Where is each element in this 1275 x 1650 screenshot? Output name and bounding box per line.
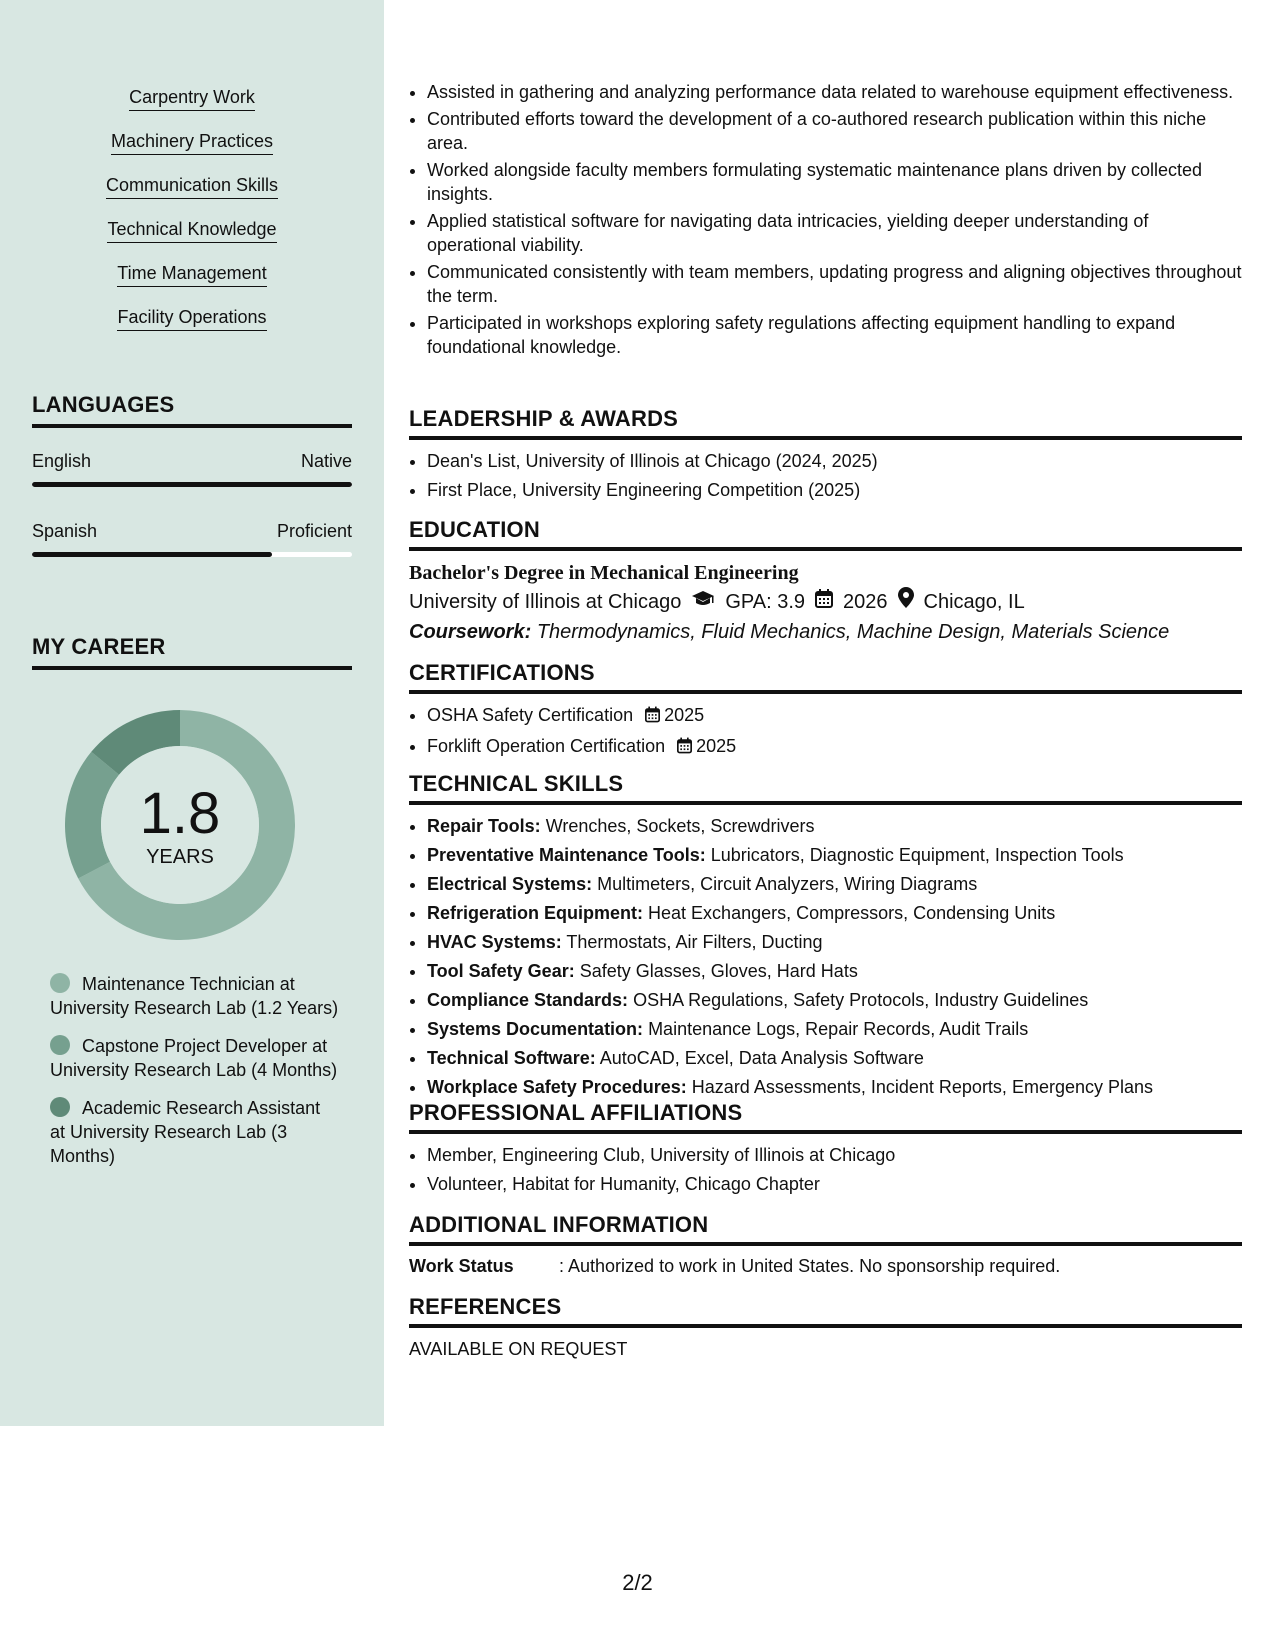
location-pin-icon xyxy=(898,587,914,617)
career-heading: MY CAREER xyxy=(32,634,352,670)
list-item xyxy=(427,929,1242,956)
experience-bullet: • Contributed efforts toward the development of a co-authored research publication within this niche area. xyxy=(427,107,1242,155)
skill-value: Hazard Assessments, Incident Reports, Emergency Plans xyxy=(691,1077,1154,1097)
skill-value: AutoCAD, Excel, Data Analysis Software xyxy=(599,1048,924,1068)
additional-info-section xyxy=(409,1212,1242,1278)
skill-value: Heat Exchangers, Compressors, Condensing Units xyxy=(648,903,1056,923)
skill-value: Multimeters, Circuit Analyzers, Wiring Diagrams xyxy=(597,874,978,894)
section-title: PROFESSIONAL AFFILIATIONS xyxy=(409,1100,1242,1134)
references-text: AVAILABLE ON REQUEST xyxy=(409,1339,628,1359)
section-title: CERTIFICATIONS xyxy=(409,660,1242,694)
language-name: English xyxy=(32,451,92,471)
education-meta xyxy=(409,587,1242,617)
skill-label: Workplace Safety Procedures: xyxy=(427,1077,687,1097)
skill-item: Communication Skills xyxy=(106,174,278,199)
list-item xyxy=(427,733,1242,762)
affiliations-section xyxy=(409,1100,1242,1200)
section-title: TECHNICAL SKILLS xyxy=(409,771,1242,805)
career-item xyxy=(50,1034,340,1082)
certifications-section xyxy=(409,660,1242,764)
skill-item: Time Management xyxy=(117,262,266,287)
skill-item: Facility Operations xyxy=(117,306,266,331)
language-bar-fill xyxy=(32,552,272,557)
education-section xyxy=(409,517,1242,647)
career-total: 1.8 xyxy=(139,781,221,846)
skill-label: Technical Software: xyxy=(427,1048,596,1068)
language-english xyxy=(32,450,352,487)
certifications-list xyxy=(409,702,1242,762)
career-donut xyxy=(65,710,295,940)
skill-item: Technical Knowledge xyxy=(107,218,276,243)
section-title: ADDITIONAL INFORMATION xyxy=(409,1212,1242,1246)
list-item: • Dean's List, University of Illinois at Chicago (2024, 2025) xyxy=(427,448,1242,475)
skill-value: Lubricators, Diagnostic Equipment, Inspection Tools xyxy=(710,845,1124,865)
language-bar-fill xyxy=(32,482,352,487)
technical-skills-list xyxy=(409,813,1242,1101)
list-item xyxy=(427,1045,1242,1072)
experience-bullet: • Applied statistical software for navigating data intricacies, yielding deeper understanding of operational viability. xyxy=(427,209,1242,257)
language-spanish xyxy=(32,520,352,557)
experience-bullet: • Communicated consistently with team members, updating progress and aligning objectives throughout the term. xyxy=(427,260,1242,308)
skill-label: Tool Safety Gear: xyxy=(427,961,575,981)
certification-year: 2025 xyxy=(696,736,737,756)
page-number: 2/2 xyxy=(622,1570,653,1595)
list-item xyxy=(427,900,1242,927)
technical-skills-section xyxy=(409,771,1242,1103)
location: Chicago, IL xyxy=(923,591,1025,613)
graduation-year: 2026 xyxy=(843,591,888,613)
list-item: • Member, Engineering Club, University of Illinois at Chicago xyxy=(427,1142,1242,1169)
list-item xyxy=(427,987,1242,1014)
leadership-section xyxy=(409,406,1242,506)
skills-list xyxy=(0,86,384,350)
list-item: • First Place, University Engineering Competition (2025) xyxy=(427,477,1242,504)
skill-label: Electrical Systems: xyxy=(427,874,593,894)
experience-bullet: • Worked alongside faculty members formulating systematic maintenance plans driven by collected insights. xyxy=(427,158,1242,206)
experience-bullets xyxy=(409,80,1242,362)
section-title: REFERENCES xyxy=(409,1294,1242,1328)
skill-item: Machinery Practices xyxy=(111,130,273,155)
section-title: EDUCATION xyxy=(409,517,1242,551)
legend-dot-icon xyxy=(50,1035,70,1055)
coursework-value: Thermodynamics, Fluid Mechanics, Machine Design, Materials Science xyxy=(536,621,1170,643)
list-item xyxy=(427,702,1242,731)
graduation-cap-icon xyxy=(691,587,715,617)
career-item-label: Academic Research Assistant at University Research Lab (3 Months) xyxy=(50,1098,321,1166)
language-name: Spanish xyxy=(32,521,98,541)
list-item: • Volunteer, Habitat for Humanity, Chicago Chapter xyxy=(427,1171,1242,1198)
languages-heading: LANGUAGES xyxy=(32,392,352,428)
legend-dot-icon xyxy=(50,973,70,993)
skill-label: Refrigeration Equipment: xyxy=(427,903,644,923)
skill-label: Repair Tools: xyxy=(427,816,541,836)
degree: Bachelor's Degree in Mechanical Engineering xyxy=(409,562,799,584)
language-bar xyxy=(32,482,352,487)
coursework-label: Coursework: xyxy=(409,621,532,643)
skill-value: Wrenches, Sockets, Screwdrivers xyxy=(545,816,815,836)
references-section xyxy=(409,1294,1242,1363)
calendar-icon xyxy=(645,704,660,731)
list-item xyxy=(427,871,1242,898)
work-status xyxy=(409,1254,1242,1278)
skill-label: Compliance Standards: xyxy=(427,990,629,1010)
skill-label: Preventative Maintenance Tools: xyxy=(427,845,706,865)
sidebar xyxy=(0,0,384,1426)
certification-name: Forklift Operation Certification xyxy=(427,736,666,756)
list-item xyxy=(427,1016,1242,1043)
gpa: GPA: 3.9 xyxy=(725,591,806,613)
school-name: University of Illinois at Chicago xyxy=(409,591,682,613)
calendar-icon xyxy=(815,587,833,617)
experience-bullet: • Assisted in gathering and analyzing performance data related to warehouse equipment effectiveness. xyxy=(427,80,1242,104)
skill-label: HVAC Systems: xyxy=(427,932,562,952)
language-level: Native xyxy=(300,451,352,471)
skill-value: Maintenance Logs, Repair Records, Audit Trails xyxy=(648,1019,1029,1039)
list-item xyxy=(427,958,1242,985)
list-item xyxy=(427,842,1242,869)
certification-name: OSHA Safety Certification xyxy=(427,705,634,725)
coursework xyxy=(409,617,1242,647)
skill-label: Systems Documentation: xyxy=(427,1019,644,1039)
list-item xyxy=(427,1074,1242,1101)
work-status-value: : Authorized to work in United States. No sponsorship required. xyxy=(559,1256,1061,1276)
career-item-label: Capstone Project Developer at University Research Lab (4 Months) xyxy=(50,1036,338,1080)
career-item xyxy=(50,1096,340,1168)
language-level: Proficient xyxy=(276,521,352,541)
language-bar xyxy=(32,552,352,557)
section-title: LEADERSHIP & AWARDS xyxy=(409,406,1242,440)
skill-value: Safety Glasses, Gloves, Hard Hats xyxy=(579,961,858,981)
calendar-icon xyxy=(677,735,692,762)
career-item-label: Maintenance Technician at University Research Lab (1.2 Years) xyxy=(50,974,339,1018)
skill-value: Thermostats, Air Filters, Ducting xyxy=(566,932,823,952)
certification-year: 2025 xyxy=(664,705,705,725)
legend-dot-icon xyxy=(50,1097,70,1117)
skill-item: Carpentry Work xyxy=(129,86,255,111)
affiliations-list xyxy=(409,1142,1242,1198)
work-status-label: Work Status xyxy=(409,1256,514,1276)
experience-bullet: • Participated in workshops exploring safety regulations affecting equipment handling to expand foundational knowledge. xyxy=(427,311,1242,359)
list-item xyxy=(427,813,1242,840)
career-unit: YEARS xyxy=(146,846,214,868)
career-item xyxy=(50,972,340,1020)
leadership-list xyxy=(409,448,1242,504)
career-legend xyxy=(50,972,340,1182)
skill-value: OSHA Regulations, Safety Protocols, Industry Guidelines xyxy=(633,990,1089,1010)
